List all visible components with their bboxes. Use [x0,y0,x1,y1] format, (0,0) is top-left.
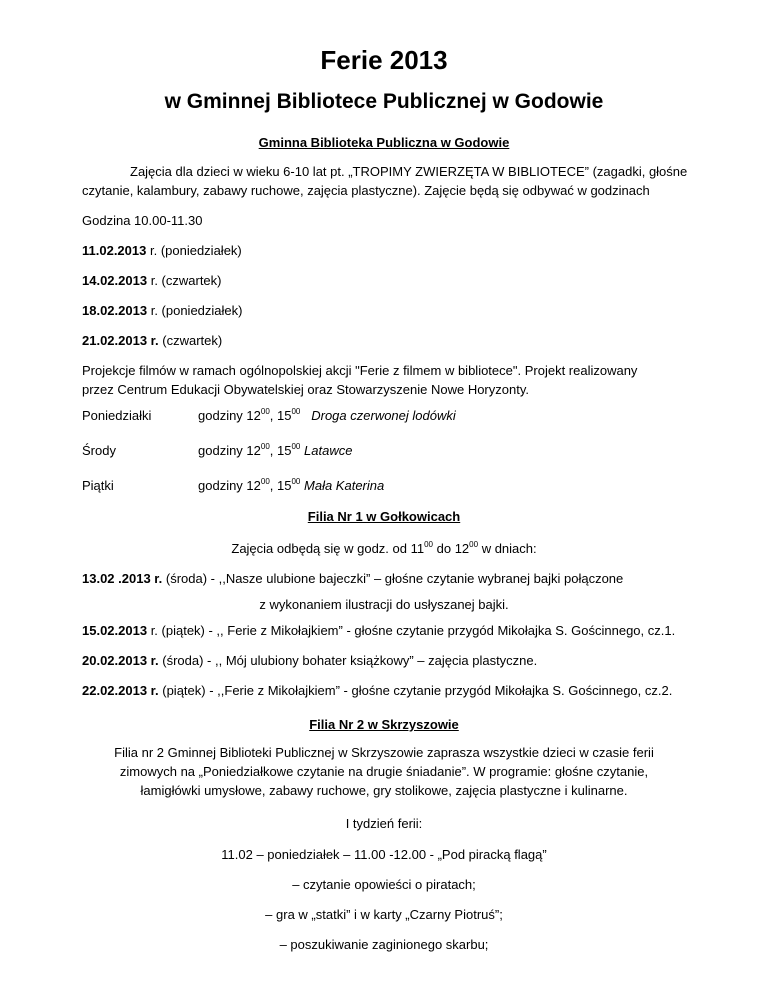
intro-part-b: do 12 [433,541,470,556]
films-paragraph [82,362,692,400]
date-bold: 21.02.2013 r. [82,333,159,348]
event-continuation: z wykonaniem ilustracji do usłyszanej bajki. [259,597,509,612]
event-text: (środa) - ,, Mój ulubiony bohater książkowy” – zajęcia plastyczne. [158,653,538,668]
film-title: Droga czerwonej lodówki [311,408,456,423]
intro-paragraph [82,163,692,201]
date-rest: . (poniedziałek) [154,303,243,318]
date-line [82,272,692,291]
hours-sup: 00 [291,442,301,451]
date-bold: 11.02.2013 [82,243,147,258]
date-line [82,302,692,321]
event-date: 13.02 .2013 r. [82,571,163,586]
program-item: – poszukiwanie zaginionego skarbu; [279,937,489,952]
event-line [82,682,742,701]
program-item: – gra w „statki” i w karty „Czarny Piotruś”; [265,907,503,922]
event-date: 15.02.2013 [82,623,148,638]
schedule-hours [198,442,352,461]
skrzyszow-line-1: Filia nr 2 Gminnej Biblioteki Publicznej w Skrzyszowie zaprasza wszystkie dzieci w czasie ferii [114,745,654,760]
hours-sup: 00 [260,477,270,486]
hours-mid: , 15 [269,478,292,493]
hours-sup: 00 [260,442,270,451]
skrzyszow-line-3: łamigłówki umysłowe, zabawy ruchowe, gry stolikowe, zajęcia plastyczne i kulinarne. [140,782,628,798]
films-line-2: przez Centrum Edukacji Obywatelskiej oraz Stowarzyszenie Nowe Horyzonty. [82,381,529,397]
date-line [82,332,692,351]
event-date: 22.02.2013 r. [82,683,159,698]
schedule-day: Piątki [82,478,114,493]
date-rest: (czwartek) [158,333,223,348]
schedule-hours [198,407,456,426]
hours-sup: 00 [260,407,270,416]
hours-label: godziny 12 [198,408,261,423]
date-rest: . (czwartek) [154,273,222,288]
date-bold: 14.02.2013 [82,273,148,288]
section-heading-skrzyszow: Filia Nr 2 w Skrzyszowie [309,717,459,732]
page-title: Ferie 2013 [320,45,448,75]
skrzyszow-line-2: zimowych na „Poniedziałkowe czytanie na drugie śniadanie”. W programie: głośne czytanie, [119,763,649,779]
date-suffix: r [147,273,155,288]
event-line [82,570,722,589]
page-subtitle: w Gminnej Bibliotece Publicznej w Godowie [164,90,604,113]
event-date: 20.02.2013 r. [82,653,159,668]
intro-part-a: Zajęcia odbędą się w godz. od 11 [231,541,425,556]
schedule-day: Środy [82,443,116,458]
intro-sup: 00 [469,540,479,549]
hours-label: godziny 12 [198,443,261,458]
event-text: (piątek) - ,,Ferie z Mikołajkiem” - głośne czytanie przygód Mikołajka S. Gościnnego, cz.2. [158,683,673,698]
hours-sup: 00 [291,407,301,416]
films-line-1: Projekcje filmów w ramach ogólnopolskiej akcji "Ferie z filmem w bibliotece". Projekt realizowany [82,363,638,378]
hours-sup: 00 [291,477,301,486]
intro-part-c: w dniach: [478,541,537,556]
event-line [82,652,732,671]
event-text: r. (piątek) - ,, Ferie z Mikołajkiem” - głośne czytanie przygód Mikołajka S. Gościnnego, cz.1. [147,623,676,638]
program-item: – czytanie opowieści o piratach; [292,877,476,892]
hours-line: Godzina 10.00-11.30 [82,213,203,228]
hours-label: godziny 12 [198,478,261,493]
date-suffix: r [147,303,155,318]
date-rest: . (poniedziałek) [153,243,242,258]
event-line [82,622,732,641]
golkowice-intro [60,540,708,559]
event-text: (środa) - ,,Nasze ulubione bajeczki” – głośne czytanie wybranej bajki połączone [162,571,624,586]
intro-line-1: Zajęcia dla dzieci w wieku 6-10 lat pt. „TROPIMY ZWIERZĘTA W BIBLIOTECE” (zagadki, głośne [130,164,688,179]
schedule-hours [198,477,384,496]
date-line [82,242,692,261]
day-program: 11.02 – poniedziałek – 11.00 -12.00 - „Pod piracką flagą” [221,847,547,862]
section-heading-godow: Gminna Biblioteka Publiczna w Godowie [258,135,510,150]
date-suffix: r [146,243,154,258]
hours-mid: , 15 [269,408,292,423]
intro-sup: 00 [424,540,434,549]
section-heading-golkowice: Filia Nr 1 w Gołkowicach [307,509,461,524]
schedule-day: Poniedziałki [82,408,152,423]
film-title: Latawce [304,443,353,458]
film-title: Mała Katerina [304,478,385,493]
week-label: I tydzień ferii: [345,816,423,831]
skrzyszow-paragraph [40,744,728,801]
date-bold: 18.02.2013 [82,303,148,318]
intro-line-2: czytanie, kalambury, zabawy ruchowe, zajęcia plastyczne). Zajęcie będą się odbywać w godzinach [82,182,650,198]
hours-mid: , 15 [269,443,292,458]
